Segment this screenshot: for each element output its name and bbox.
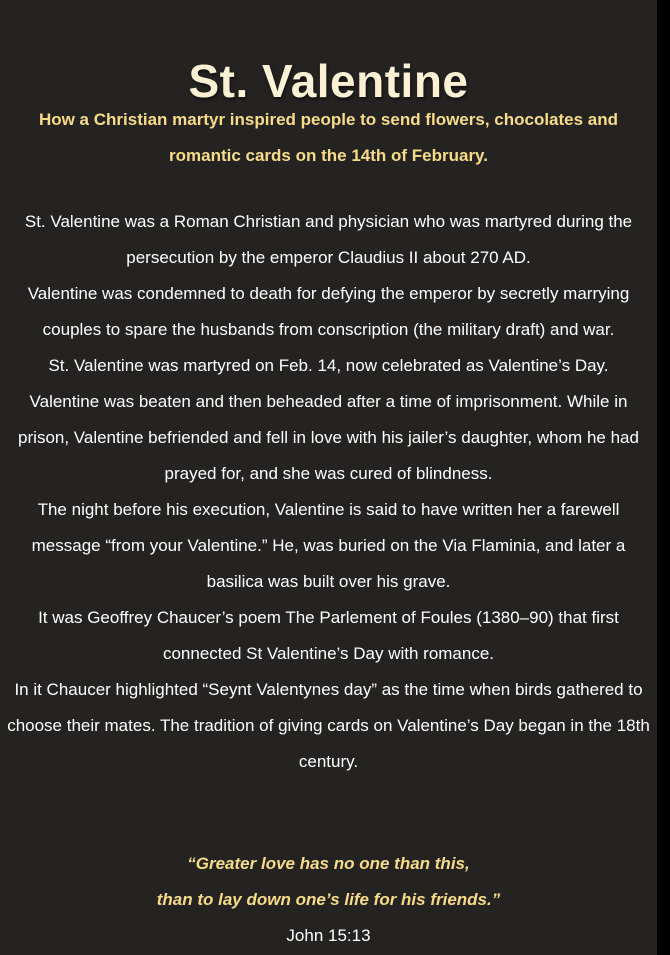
- bible-quote: [0, 846, 657, 918]
- paragraph: In it Chaucer highlighted “Seynt Valentynes day” as the time when birds gathered to choose their mates. The tradition of giving cards on Valentine’s Day began in the 18th century.: [7, 680, 650, 771]
- paragraph: St. Valentine was a Roman Christian and physician who was martyred during the persecution by the emperor Claudius II about 270 AD.: [24, 212, 633, 267]
- paragraph: St. Valentine was martyred on Feb. 14, now celebrated as Valentine’s Day.: [48, 356, 609, 375]
- paragraph: The night before his execution, Valentine is said to have written her a farewell message “from your Valentine.” He, was buried on the Via Flaminia, and later a basilica was built over his grave.: [31, 500, 626, 591]
- paragraph: Valentine was beaten and then beheaded after a time of imprisonment. While in prison, Valentine befriended and fell in love with his jailer’s daughter, whom he had prayed for, and she was cured of blindness.: [18, 392, 639, 483]
- article-subtitle: How a Christian martyr inspired people to send flowers, chocolates and romantic cards on the 14th of February.: [38, 110, 619, 165]
- quote-line: than to lay down one’s life for his friends.”: [156, 890, 501, 909]
- paragraph: It was Geoffrey Chaucer’s poem The Parlement of Foules (1380–90) that first connected St Valentine’s Day with romance.: [38, 608, 619, 663]
- paragraph: Valentine was condemned to death for defying the emperor by secretly marrying couples to spare the husbands from conscription (the military draft) and war.: [27, 284, 630, 339]
- quote-line: “Greater love has no one than this,: [187, 854, 470, 873]
- article-body: [6, 204, 651, 780]
- quote-citation: John 15:13: [286, 926, 371, 945]
- page-title: St. Valentine: [188, 54, 469, 107]
- page-edge: [657, 0, 670, 955]
